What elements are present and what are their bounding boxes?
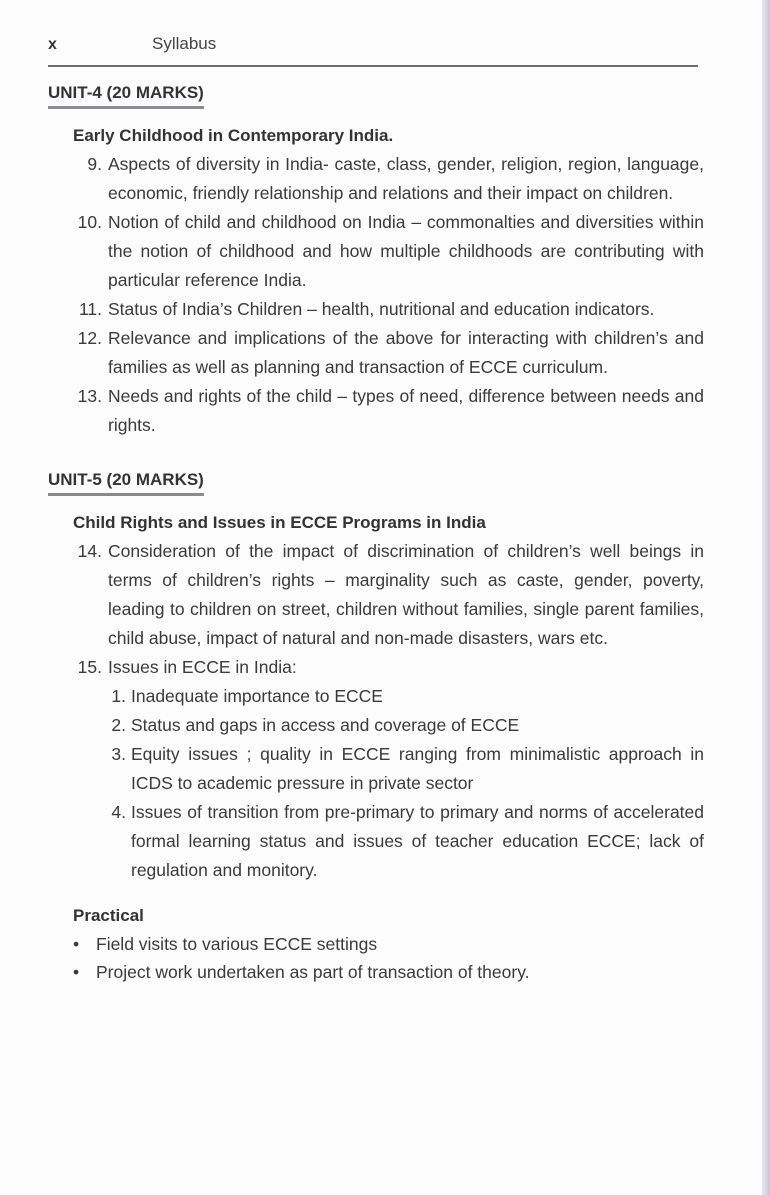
list-item xyxy=(48,324,704,382)
subitem-number: 3. xyxy=(111,744,126,764)
subitem-text: Inadequate importance to ECCE xyxy=(131,686,383,706)
list-item xyxy=(48,653,704,682)
bullet-item xyxy=(48,930,704,958)
item-number: 14. xyxy=(77,541,102,561)
bullet-item xyxy=(48,958,704,986)
header-rule xyxy=(48,65,698,67)
subitem-text: Issues of transition from pre-primary to primary and norms of accelerated formal learning status and issues of teacher education ECCE; lack of regulation and monitory. xyxy=(131,802,704,880)
page-number: x xyxy=(48,36,57,53)
issues-sublist xyxy=(48,682,704,885)
subitem-number: 4. xyxy=(111,802,126,822)
unit-heading: UNIT-5 (20 MARKS) xyxy=(48,470,204,496)
item-text: Consideration of the impact of discrimination of children’s well beings in terms of children’s rights – marginality such as caste, gender, poverty, leading to children on street, children without families, single parent families, child abuse, impact of natural and non-made disasters, wars etc. xyxy=(108,541,704,648)
item-text: Status of India’s Children – health, nutritional and education indicators. xyxy=(108,299,655,319)
bullet-icon: • xyxy=(73,934,80,954)
practical-list xyxy=(48,930,704,986)
item-text: Aspects of diversity in India- caste, class, gender, religion, region, language, economic, friendly relationship and relations and their impact on children. xyxy=(108,154,704,203)
item-number: 11. xyxy=(78,299,102,319)
list-item xyxy=(48,295,704,324)
subitem-text: Status and gaps in access and coverage of ECCE xyxy=(131,715,520,735)
unit-5-section xyxy=(48,470,704,885)
subitem-number: 2. xyxy=(111,715,126,735)
unit-4-section xyxy=(48,83,704,440)
practical-heading: Practical xyxy=(73,906,144,925)
bullet-text: Project work undertaken as part of transaction of theory. xyxy=(96,962,530,982)
unit-subheading: Child Rights and Issues in ECCE Programs in India xyxy=(73,513,486,532)
list-item xyxy=(48,382,704,440)
subitem-text: Equity issues ; quality in ECCE ranging from minimalistic approach in ICDS to academic pressure in private sector xyxy=(131,744,704,793)
page-header xyxy=(48,34,698,58)
bullet-icon: • xyxy=(73,962,80,982)
sublist-item xyxy=(48,711,704,740)
topic-list xyxy=(48,537,704,682)
bullet-text: Field visits to various ECCE settings xyxy=(96,934,378,954)
item-number: 15. xyxy=(77,657,102,677)
page-edge-shadow xyxy=(762,0,770,1195)
item-text: Needs and rights of the child – types of need, difference between needs and rights. xyxy=(108,386,704,435)
item-number: 12. xyxy=(77,328,102,348)
topic-list xyxy=(48,150,704,440)
list-item xyxy=(48,150,704,208)
unit-subheading: Early Childhood in Contemporary India. xyxy=(73,126,394,145)
item-text: Relevance and implications of the above for interacting with children’s and families as well as planning and transaction of ECCE curriculum. xyxy=(108,328,704,377)
practical-section xyxy=(48,901,704,986)
unit-heading: UNIT-4 (20 MARKS) xyxy=(48,83,204,109)
list-item xyxy=(48,208,704,295)
item-text: Notion of child and childhood on India – commonalties and diversities within the notion of childhood and how multiple childhoods are contributing with particular reference India. xyxy=(108,212,704,290)
item-number: 10. xyxy=(77,212,102,232)
page-content xyxy=(48,83,704,986)
list-item xyxy=(48,537,704,653)
subitem-number: 1. xyxy=(111,686,126,706)
item-number: 9. xyxy=(87,154,102,174)
sublist-item xyxy=(48,798,704,885)
item-number: 13. xyxy=(77,386,102,406)
running-title: Syllabus xyxy=(152,34,217,53)
sublist-item xyxy=(48,682,704,711)
sublist-item xyxy=(48,740,704,798)
item-text: Issues in ECCE in India: xyxy=(108,657,297,677)
